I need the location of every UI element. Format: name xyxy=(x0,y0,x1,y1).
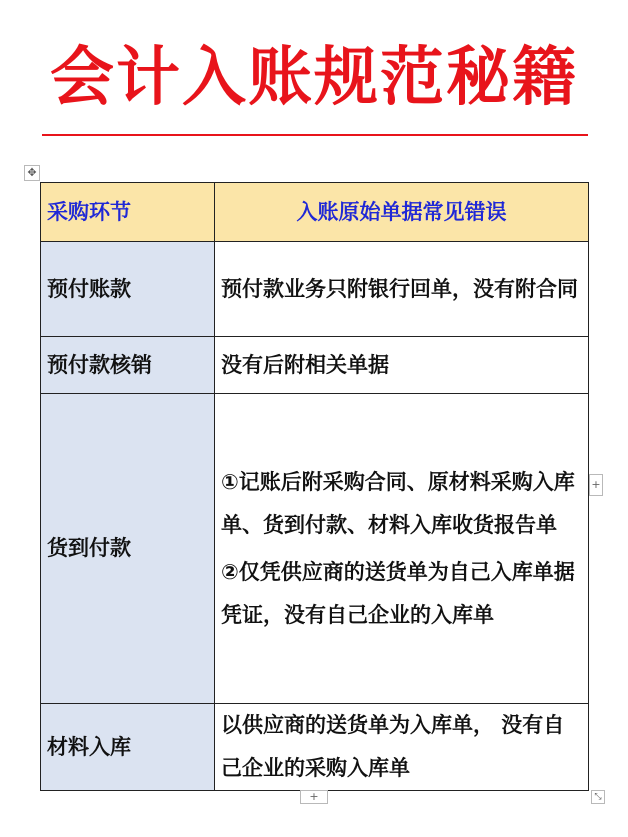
table-row xyxy=(41,337,589,394)
row-errors xyxy=(215,394,589,704)
row-step: 材料入库 xyxy=(41,704,215,791)
row-errors xyxy=(215,242,589,337)
error-text: 预付款业务只附银行回单，没有附合同 xyxy=(221,276,578,301)
row-step: 预付账款 xyxy=(41,242,215,337)
title-divider xyxy=(42,134,588,136)
row-errors xyxy=(215,704,589,791)
page-title: 会计入账规范秘籍 xyxy=(50,41,578,115)
table-row xyxy=(41,394,589,704)
errors-table xyxy=(40,182,589,791)
error-text: ①记账后附采购合同、原材料采购入库单、货到付款、材料入库收货报告单 xyxy=(221,469,575,537)
error-text: 没有后附相关单据 xyxy=(221,352,389,377)
table-row xyxy=(41,704,589,791)
row-step: 预付款核销 xyxy=(41,337,215,394)
row-step: 货到付款 xyxy=(41,394,215,704)
move-icon[interactable]: ✥ xyxy=(24,165,40,181)
add-row-plus-icon[interactable]: + xyxy=(300,790,328,804)
error-text: 以供应商的送货单为入库单， 没有自己企业的采购入库单 xyxy=(221,713,565,780)
table-header-row xyxy=(41,183,589,242)
header-step: 采购环节 xyxy=(41,183,215,242)
error-text: ②仅凭供应商的送货单为自己入库单据凭证，没有自己企业的入库单 xyxy=(221,559,575,627)
header-errors: 入账原始单据常见错误 xyxy=(215,183,589,242)
add-column-plus-icon[interactable]: + xyxy=(589,474,603,496)
table-row xyxy=(41,242,589,337)
resize-icon[interactable]: ⤡ xyxy=(591,790,605,804)
row-errors xyxy=(215,337,589,394)
